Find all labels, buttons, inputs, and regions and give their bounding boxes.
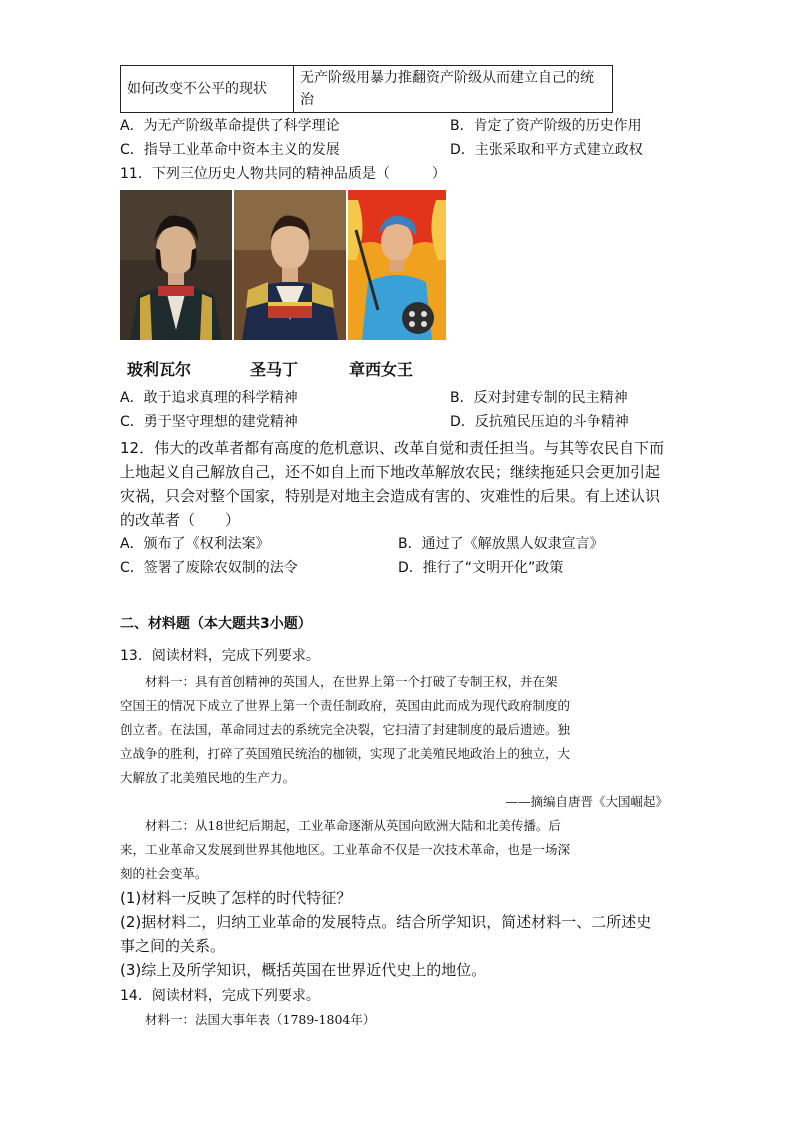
q13-material-1-line-2: 空国王的情况下成立了世界上第一个责任制政府，英国由此而成为现代政府制度的 [120, 698, 571, 713]
q12-option-c: C．签署了废除农奴制的法令 [120, 560, 298, 576]
caption-rani: 章西女王 [349, 360, 414, 379]
q11-option-d: D．反抗殖民压迫的斗争精神 [450, 414, 629, 430]
q14-material-1: 材料一：法国大事年表（1789-1804年） [120, 1012, 376, 1027]
bolivar-portrait [120, 190, 232, 340]
q10-option-b: B．肯定了资产阶级的历史作用 [450, 118, 642, 134]
q12-option-b: B．通过了《解放黑人奴隶宣言》 [398, 536, 604, 552]
info-table [120, 65, 613, 113]
q12-line-3: 灾祸，只会对整个国家，特别是对地主会造成有害的、灾难性的后果。有上述认识 [120, 487, 661, 505]
q13-material-1-line-3: 创立者。在法国，革命同过去的系统完全决裂，它扫清了封建制度的最后遗迹。独 [120, 722, 571, 737]
q13-requirement-2-line-1: (2)据材料二，归纳工业革命的发展特点。结合所学知识，简述材料一、二所述史 [120, 913, 652, 931]
caption-san-martin: 圣马丁 [250, 360, 299, 379]
q13-requirement-1: (1)材料一反映了怎样的时代特征？ [120, 889, 352, 907]
q13-material-1-line-4: 立战争的胜利，打碎了英国殖民统治的枷锁，实现了北美殖民地政治上的独立，大 [120, 746, 571, 761]
table-value-cell: 无产阶级用暴力推翻资产阶级从而建立自己的统治 [294, 66, 613, 113]
q12-option-a: A．颁布了《权利法案》 [120, 536, 270, 552]
q14-stem: 14．阅读材料，完成下列要求。 [120, 988, 320, 1004]
q10-option-c: C．指导工业革命中资本主义的发展 [120, 142, 340, 158]
section-2-title: 二、材料题（本大题共3小题） [120, 616, 312, 632]
q13-source: ——摘编自唐晋《大国崛起》 [505, 794, 668, 809]
q13-requirement-3: (3)综上及所学知识，概括英国在世界近代史上的地位。 [120, 961, 487, 979]
q12-line-1: 12．伟大的改革者都有高度的危机意识、改革自觉和责任担当。与其等农民自下而 [120, 439, 665, 457]
q13-stem: 13．阅读材料，完成下列要求。 [120, 648, 320, 664]
caption-bolivar: 玻利瓦尔 [127, 360, 192, 379]
q12-option-d: D．推行了“文明开化”政策 [398, 560, 564, 576]
q12-line-4: 的改革者（ ） [120, 511, 241, 529]
q11-stem: 11．下列三位历史人物共同的精神品质是（ ） [120, 166, 446, 182]
q11-option-a: A．敢于追求真理的科学精神 [120, 390, 298, 406]
q12-line-2: 上地起义自己解放自己，还不如自上而下地改革解放农民；继续拖延只会更加引起 [120, 463, 661, 481]
q13-material-2-line-2: 来，工业革命又发展到世界其他地区。工业革命不仅是一次技术革命，也是一场深 [120, 842, 571, 857]
q13-material-2-line-3: 刻的社会变革。 [120, 866, 208, 881]
q10-option-a: A．为无产阶级革命提供了科学理论 [120, 118, 340, 134]
q10-option-d: D．主张采取和平方式建立政权 [450, 142, 643, 158]
q13-material-1-line-5: 大解放了北美殖民地的生产力。 [120, 770, 296, 785]
rani-of-jhansi-portrait [348, 190, 460, 340]
q13-requirement-2-line-2: 事之间的关系。 [120, 937, 226, 955]
table-label-cell: 如何改变不公平的现状 [121, 66, 294, 113]
san-martin-portrait [234, 190, 346, 340]
q13-material-2-line-1: 材料二：从18世纪后期起，工业革命逐渐从英国向欧洲大陆和北美传播。后 [120, 818, 561, 833]
q11-option-c: C．勇于坚守理想的建党精神 [120, 414, 298, 430]
q13-material-1-line-1: 材料一：具有首创精神的英国人，在世界上第一个打破了专制王权，并在架 [120, 674, 558, 689]
q11-option-b: B．反对封建专制的民主精神 [450, 390, 628, 406]
